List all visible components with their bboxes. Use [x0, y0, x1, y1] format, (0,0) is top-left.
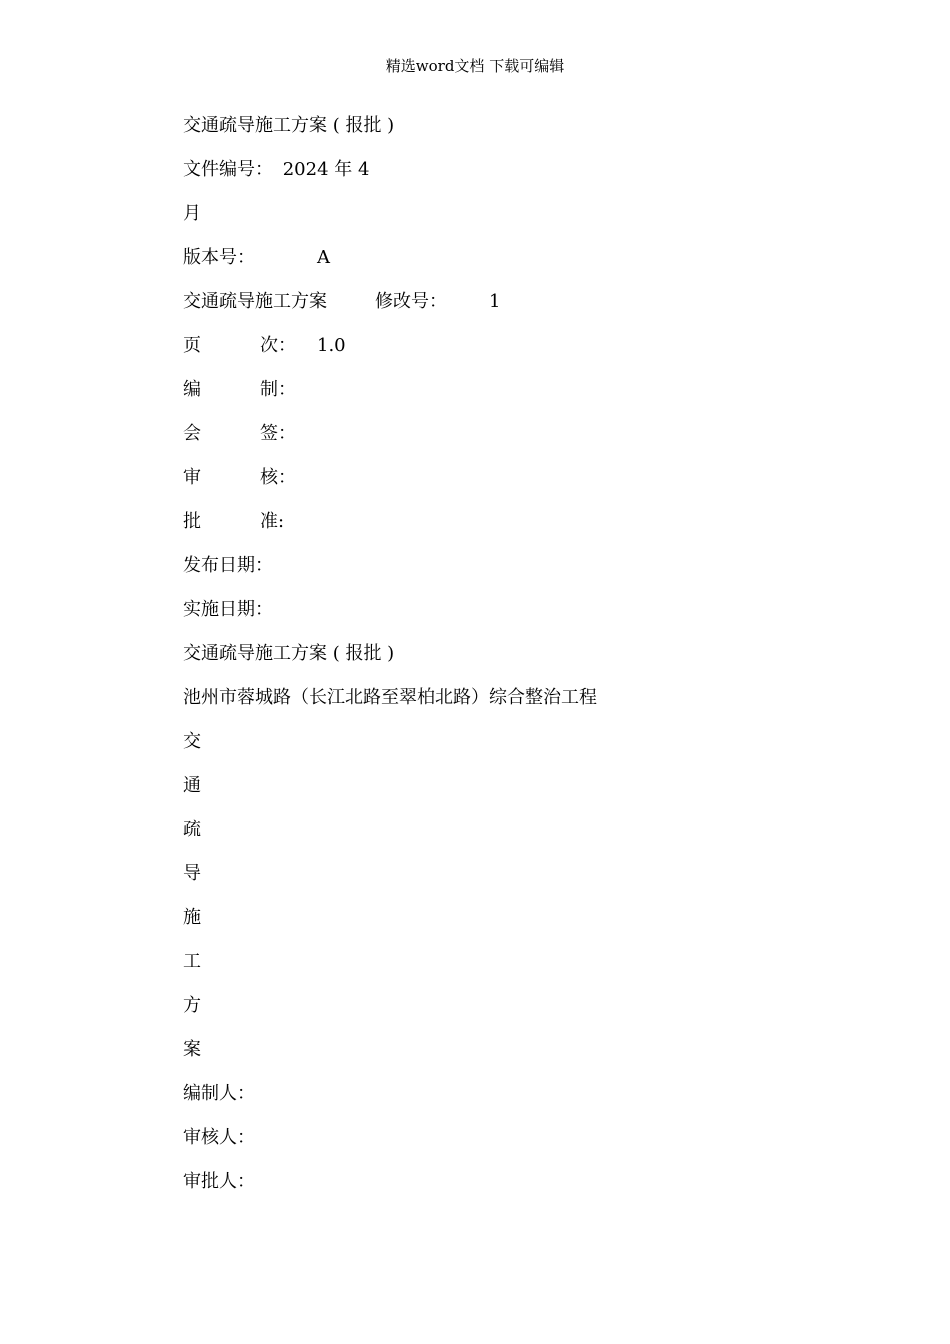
vertical-title-char: 疏	[183, 819, 201, 840]
page-count-row	[183, 334, 583, 358]
review-row	[183, 466, 583, 490]
publish-date-label: 发布日期：	[183, 555, 273, 576]
revision-label: 修改号：	[375, 291, 447, 312]
vertical-title-char: 通	[183, 775, 201, 796]
doc-name: 交通疏导施工方案	[183, 291, 327, 312]
vertical-title-char: 工	[183, 951, 201, 972]
body-title: 交通疏导施工方案 ( 报批 )	[183, 643, 395, 664]
cover-title: 交通疏导施工方案 ( 报批 )	[183, 115, 395, 136]
vertical-title-char: 交	[183, 731, 201, 752]
version-label: 版本号：	[183, 247, 255, 268]
page-value: 1.0	[317, 335, 346, 356]
approve-label-b: 准:	[260, 511, 285, 532]
prepare-label-a: 编	[183, 379, 201, 400]
vertical-title-char: 施	[183, 907, 201, 928]
file-number-value: 2024 年 4	[282, 159, 370, 180]
approve-row	[183, 510, 583, 534]
page-label-a: 页	[183, 335, 201, 356]
prepare-label-b: 制：	[260, 379, 296, 400]
implement-date-label: 实施日期：	[183, 599, 273, 620]
countersign-label-b: 签：	[260, 423, 296, 444]
preparer-label: 编制人：	[183, 1083, 255, 1104]
revision-value: 1	[489, 291, 501, 312]
approve-label-a: 批	[183, 511, 201, 532]
page-label-b: 次：	[260, 335, 296, 356]
revision-row	[183, 290, 583, 314]
vertical-title-char: 方	[183, 995, 201, 1016]
version-row	[183, 246, 583, 270]
approver-label: 审批人：	[183, 1171, 255, 1192]
file-number-month: 月	[183, 203, 201, 224]
prepare-row	[183, 378, 583, 402]
review-label-b: 核：	[260, 467, 296, 488]
countersign-row	[183, 422, 583, 446]
page-header: 精选word文档 下载可编辑	[385, 57, 565, 75]
review-label-a: 审	[183, 467, 201, 488]
countersign-label-a: 会	[183, 423, 201, 444]
version-value: A	[317, 247, 330, 268]
vertical-title-char: 案	[183, 1039, 201, 1060]
vertical-title-char: 导	[183, 863, 201, 884]
project-name: 池州市蓉城路（长江北路至翠柏北路）综合整治工程	[183, 687, 597, 708]
file-number-row	[183, 158, 369, 182]
file-number-label: 文件编号：	[183, 159, 273, 180]
reviewer-label: 审核人：	[183, 1127, 255, 1148]
